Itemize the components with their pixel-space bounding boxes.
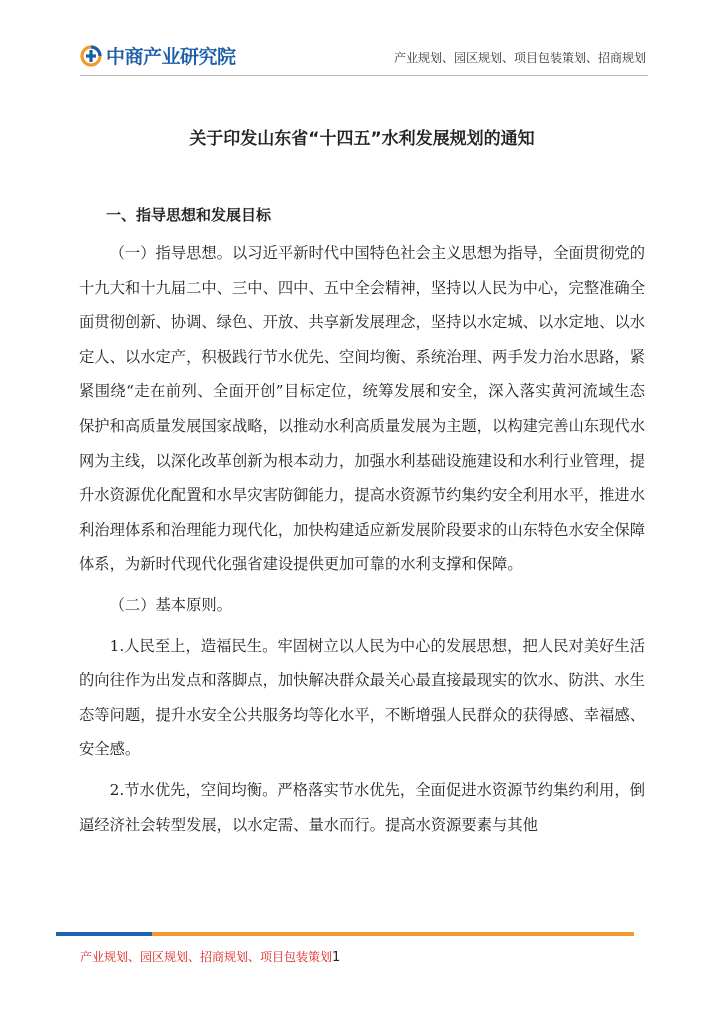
footer-divider-blue — [56, 932, 152, 936]
footer-text: 产业规划、园区规划、招商规划、项目包装策划 — [80, 950, 333, 964]
page-number: 1 — [332, 950, 341, 965]
section-heading: 一、指导思想和发展目标 — [106, 206, 272, 224]
header-divider — [80, 75, 648, 76]
document-title: 关于印发山东省“十四五”水利发展规划的通知 — [189, 129, 535, 149]
logo-icon — [80, 45, 102, 67]
document-body — [79, 236, 645, 848]
paragraph-principle-1: 1.人民至上，造福民生。牢固树立以人民为中心的发展思想，把人民对美好生活的向往作为出发点和落脚点，加快解决群众最关心最直接最现实的饮水、防洪、水生态等问题，提升水安全公共服务均等化水平，不断增强人民群众的获得感、幸福感、安全感。 — [79, 636, 645, 759]
footer-divider-orange — [152, 932, 634, 936]
page-header — [0, 0, 724, 84]
header-slogan: 产业规划、园区规划、项目包装策划、招商规划 — [393, 51, 646, 65]
paragraph-guiding-ideology: （一）指导思想。以习近平新时代中国特色社会主义思想为指导，全面贯彻党的十九大和十九届二中、三中、四中、五中全会精神，坚持以人民为中心，完整准确全面贯彻创新、协调、绿色、开放、共享新发展理念，坚持以水定城、以水定地、以水定人、以水定产，积极践行节水优先、空间均衡、系统治理、两手发力治水思路，紧紧围绕“走在前列、全面开创”目标定位，统筹发展和安全，深入落实黄河流域生态保护和高质量发展国家战略，以推动水利高质量发展为主题，以构建完善山东现代水网为主线，以深化改革创新为根本动力，加强水利基础设施建设和水利行业管理，提升水资源优化配置和水旱灾害防御能力，提高水资源节约集约安全利用水平，推进水利治理体系和治理能力现代化，加快构建适应新发展阶段要求的山东特色水安全保障体系，为新时代现代化强省建设提供更加可靠的水利支撑和保障。 — [79, 244, 645, 574]
logo — [80, 42, 236, 69]
logo-text: 中商产业研究院 — [106, 46, 236, 68]
paragraph-principle-2: 2.节水优先，空间均衡。严格落实节水优先，全面促进水资源节约集约利用，倒逼经济社会转型发展，以水定需、量水而行。提高水资源要素与其他 — [79, 780, 645, 834]
paragraph-basic-principles: （二）基本原则。 — [109, 595, 232, 614]
page-footer — [80, 948, 340, 965]
